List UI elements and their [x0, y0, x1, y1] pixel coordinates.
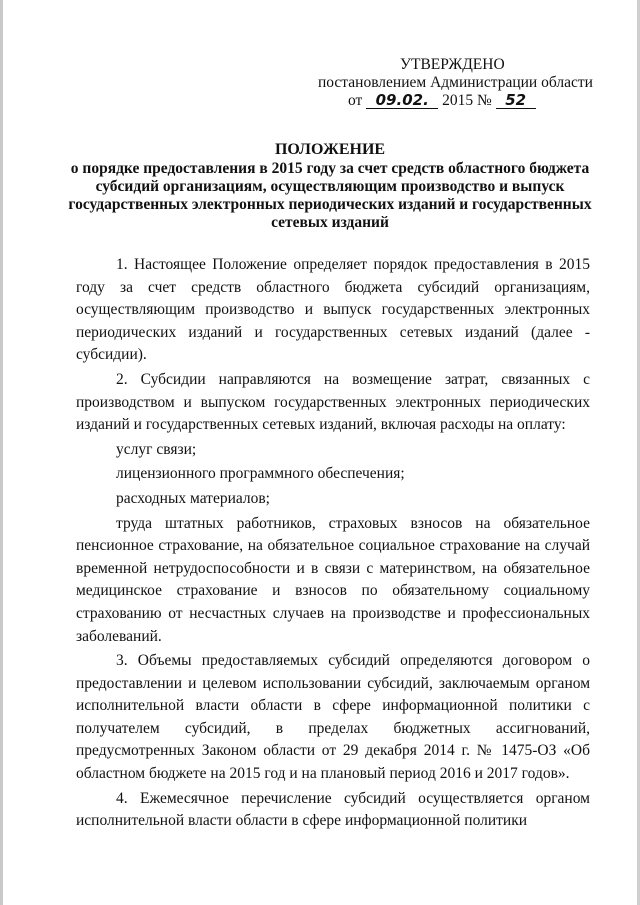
approval-prefix: от: [348, 92, 363, 109]
document-subtitle: о порядке предоставления в 2015 году за счет средств областного бюджета субсидий организациям, осуществляющим производство и выпуск государственных электронных периодических изданий и государственных сетевых изданий: [68, 160, 592, 231]
paragraph-3: 3. Объемы предоставляемых субсидий определяются договором о предоставлении и целевом использовании субсидий, заключаемым органом исполнительной власти области в сфере информационной политики с получателем субсидий, в пределах бюджетных ассигнований, предусмотренных Законом области от 29 декабря 2014 г. № 1475-ОЗ «Об областном бюджете на 2015 год и на плановый период 2016 и 2017 годов».: [76, 652, 590, 783]
handwritten-date: 09.02.: [366, 93, 438, 109]
approval-year: 2015 №: [442, 92, 492, 109]
list-item-labor: труда штатных работников, страховых взносов на обязательное пенсионное страхование, на обязательное социальное страхование на случай временной нетрудоспособности и в связи с материнством, на обязательное медицинское страхование и взносов по обязательному социальному страхованию от несчастных случаев на производстве и профессиональных заболеваний.: [76, 514, 590, 645]
document-title: ПОЛОЖЕНИЕ: [274, 141, 386, 158]
paragraph-1: 1. Настоящее Положение определяет порядок предоставления в 2015 году за счет средств областного бюджета субсидий организациям, осуществляющим производство и выпуск государственных электронных периодических изданий и государственных сетевых изданий (далее - субсидии).: [76, 256, 590, 364]
approval-title: УТВЕРЖДЕНО: [400, 56, 505, 73]
approval-stamp-block: [310, 56, 600, 110]
scan-edge-left: [0, 0, 3, 905]
paragraph-4: 4. Ежемесячное перечисление субсидий осуществляется органом исполнительной власти области в сфере информационной политики: [76, 789, 590, 830]
handwritten-number: 52: [496, 93, 536, 109]
list-item-communication: услуг связи;: [116, 440, 197, 458]
approval-date-line: [310, 92, 600, 110]
list-item-software: лицензионного программного обеспечения;: [116, 465, 405, 483]
document-heading: [60, 141, 600, 232]
paragraph-2: 2. Субсидии направляются на возмещение затрат, связанных с производством и выпуском государственных электронных периодических изданий и государственных сетевых изданий, включая расходы на оплату:: [76, 370, 590, 434]
document-body: [76, 254, 590, 835]
list-item-materials: расходных материалов;: [116, 489, 270, 507]
approval-issuer: постановлением Администрации области: [318, 74, 593, 91]
